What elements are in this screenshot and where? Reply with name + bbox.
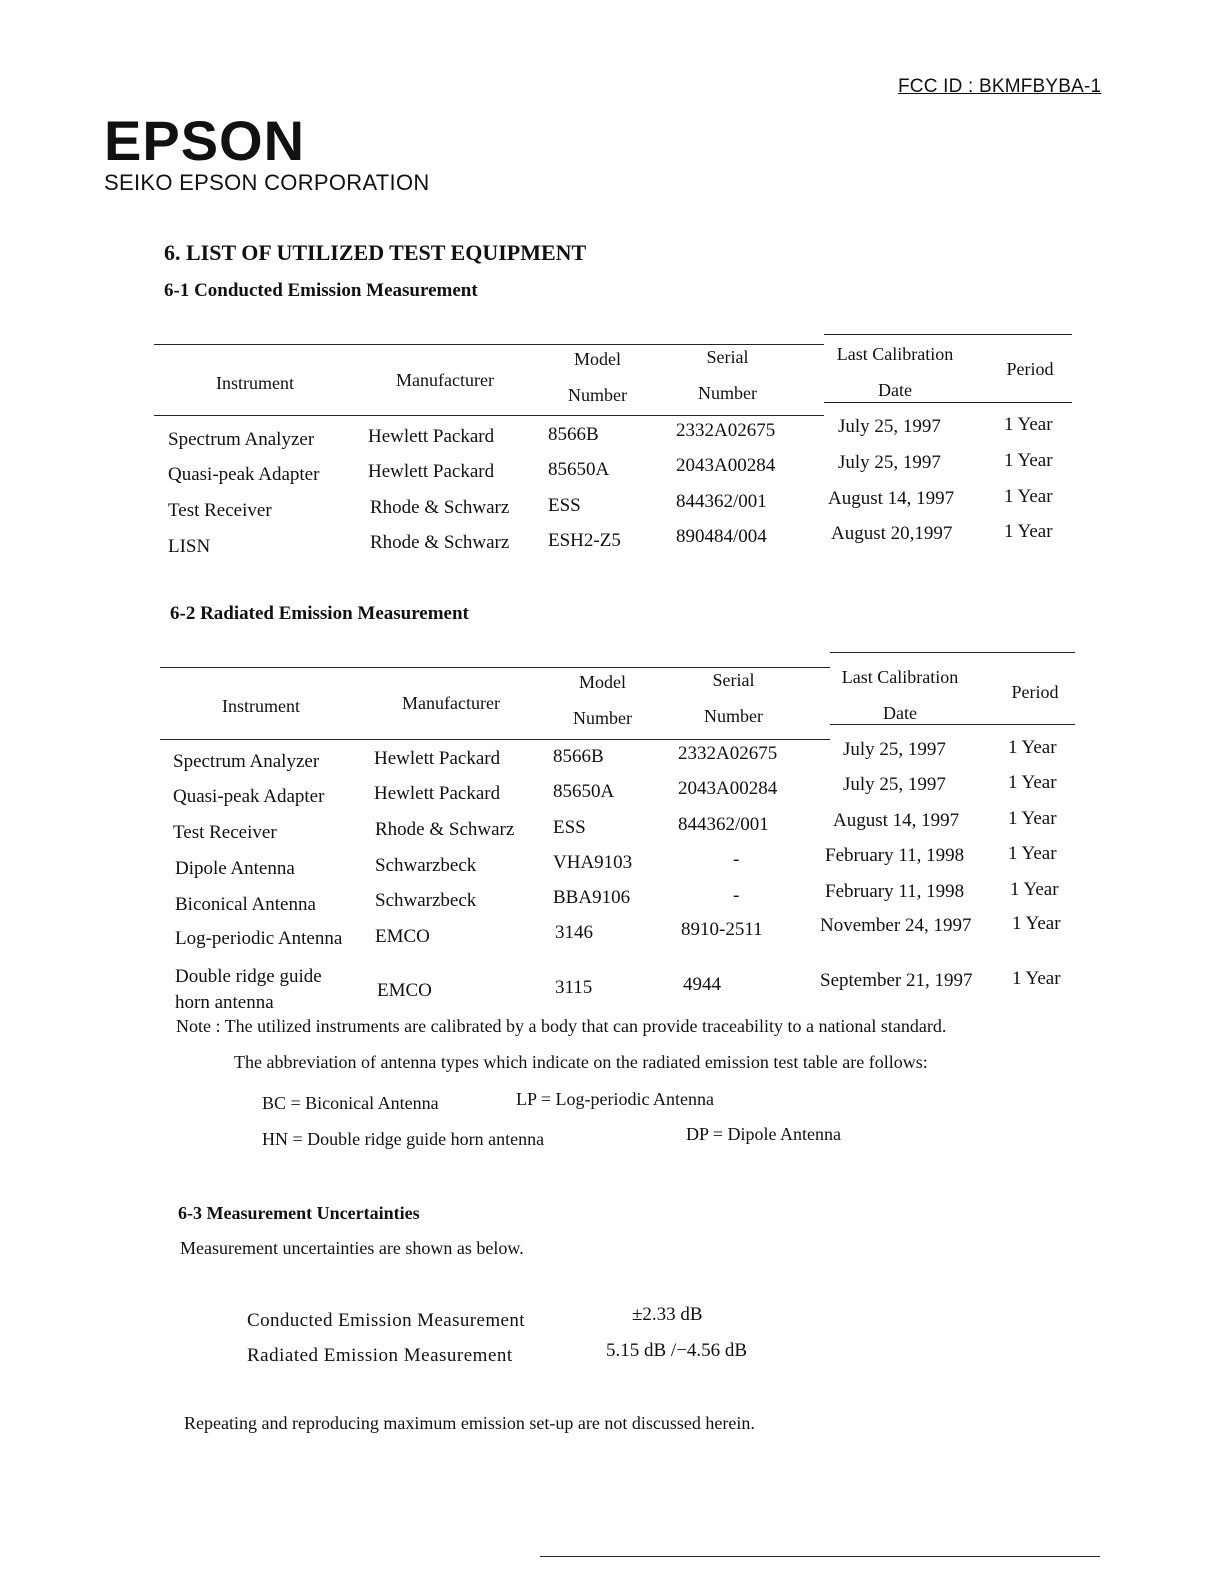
cell-date: July 25, 1997	[843, 739, 946, 760]
cell-model: 8566B	[553, 746, 604, 767]
cell-model: 3146	[555, 922, 593, 943]
abbrev-lp: LP = Log-periodic Antenna	[516, 1089, 714, 1109]
cell-model: 8566B	[548, 424, 599, 445]
cell-serial: 890484/004	[676, 526, 767, 547]
cell-serial: 4944	[683, 974, 721, 995]
cell-manufacturer: Rhode & Schwarz	[370, 532, 510, 553]
cell-manufacturer: Hewlett Packard	[368, 426, 495, 447]
table-header-rule	[824, 402, 1072, 403]
radiated-uncertainty-value: 5.15 dB /−4.56 dB	[606, 1340, 748, 1361]
cell-model: ESS	[553, 817, 586, 838]
cell-model: VHA9103	[553, 852, 633, 873]
col-header-serial: Number	[704, 706, 763, 726]
conducted-uncertainty-value: ±2.33 dB	[632, 1304, 703, 1325]
cell-manufacturer: Hewlett Packard	[368, 461, 495, 482]
col-header-calibration: Date	[878, 380, 912, 400]
abbrev-dp: DP = Dipole Antenna	[686, 1124, 841, 1144]
abbrev-bc: BC = Biconical Antenna	[262, 1093, 439, 1113]
col-header-model: Model	[574, 349, 621, 369]
table-header-rule	[830, 724, 1075, 725]
cell-date: November 24, 1997	[820, 915, 972, 936]
cell-instrument: Test Receiver	[168, 500, 272, 521]
cell-instrument: Spectrum Analyzer	[168, 429, 315, 450]
cell-period: 1 Year	[1004, 450, 1053, 471]
radiated-uncertainty-label: Radiated Emission Measurement	[247, 1345, 513, 1366]
cell-instrument: LISN	[168, 536, 211, 557]
col-header-model: Model	[579, 672, 626, 692]
cell-instrument: Double ridge guide	[175, 966, 322, 987]
cell-instrument: Test Receiver	[173, 822, 277, 843]
col-header-calibration: Last Calibration	[836, 344, 954, 364]
cell-instrument: Biconical Antenna	[175, 894, 316, 915]
col-header-instrument: Instrument	[216, 373, 294, 393]
cell-serial: 2043A00284	[676, 455, 776, 476]
cell-serial: 844362/001	[678, 814, 769, 835]
col-header-model: Number	[573, 708, 632, 728]
cell-period: 1 Year	[1004, 414, 1053, 435]
cell-serial: 844362/001	[676, 491, 767, 512]
cell-model: 85650A	[548, 459, 610, 480]
conducted-title: 6-1 Conducted Emission Measurement	[164, 280, 478, 301]
cell-manufacturer: Hewlett Packard	[374, 748, 501, 769]
cell-period: 1 Year	[1004, 521, 1053, 542]
cell-model: BBA9106	[553, 887, 631, 908]
cell-period: 1 Year	[1012, 968, 1061, 989]
cell-serial: -	[733, 885, 740, 906]
cell-model: ESS	[548, 495, 581, 516]
cell-date: September 21, 1997	[820, 970, 973, 991]
calibration-note: Note : The utilized instruments are calibrated by a body that can provide traceability to a national standard.	[176, 1016, 947, 1036]
cell-instrument: Quasi-peak Adapter	[173, 786, 325, 807]
col-header-instrument: Instrument	[222, 696, 300, 716]
cell-serial: 2043A00284	[678, 778, 778, 799]
cell-model: ESH2-Z5	[548, 530, 621, 551]
cell-serial: 2332A02675	[676, 420, 776, 441]
cell-instrument: horn antenna	[175, 992, 274, 1013]
cell-serial: 2332A02675	[678, 743, 778, 764]
uncertainties-title: 6-3 Measurement Uncertainties	[178, 1203, 420, 1223]
cell-period: 1 Year	[1008, 808, 1057, 829]
cell-period: 1 Year	[1012, 913, 1061, 934]
cell-serial: 8910-2511	[681, 919, 763, 940]
cell-manufacturer: Schwarzbeck	[375, 890, 477, 911]
cell-date: July 25, 1997	[843, 774, 946, 795]
bottom-rule	[540, 1556, 1100, 1557]
radiated-title: 6-2 Radiated Emission Measurement	[170, 603, 469, 624]
cell-manufacturer: Rhode & Schwarz	[375, 819, 515, 840]
fcc-id: FCC ID : BKMFBYBA-1	[898, 76, 1102, 97]
cell-manufacturer: EMCO	[375, 926, 430, 947]
col-header-calibration: Date	[883, 703, 917, 723]
cell-instrument: Quasi-peak Adapter	[168, 464, 320, 485]
cell-manufacturer: EMCO	[377, 980, 432, 1001]
cell-manufacturer: Rhode & Schwarz	[370, 497, 510, 518]
col-header-model: Number	[568, 385, 627, 405]
table-top-rule	[830, 652, 1075, 653]
cell-period: 1 Year	[1008, 772, 1057, 793]
epson-logo: EPSON	[104, 109, 306, 172]
cell-period: 1 Year	[1008, 737, 1057, 758]
col-header-period: Period	[1011, 682, 1059, 702]
cell-date: July 25, 1997	[838, 452, 941, 473]
col-header-serial: Serial	[712, 670, 755, 690]
col-header-period: Period	[1006, 359, 1054, 379]
cell-model: 85650A	[553, 781, 615, 802]
table-top-rule	[154, 344, 824, 345]
col-header-serial: Number	[698, 383, 757, 403]
cell-date: July 25, 1997	[838, 416, 941, 437]
cell-instrument: Log-periodic Antenna	[175, 928, 343, 949]
uncertainties-intro: Measurement uncertainties are shown as below.	[180, 1238, 524, 1258]
section-title: 6. LIST OF UTILIZED TEST EQUIPMENT	[164, 240, 587, 265]
cell-date: August 14, 1997	[828, 488, 955, 509]
col-header-manufacturer: Manufacturer	[396, 370, 494, 390]
cell-serial: -	[733, 849, 740, 870]
cell-instrument: Spectrum Analyzer	[173, 751, 320, 772]
table-header-rule	[154, 415, 824, 416]
cell-date: February 11, 1998	[825, 881, 965, 902]
table-header-rule	[160, 739, 830, 740]
table-top-rule	[160, 667, 830, 668]
col-header-manufacturer: Manufacturer	[402, 693, 500, 713]
cell-date: February 11, 1998	[825, 845, 965, 866]
cell-date: August 20,1997	[831, 523, 953, 544]
cell-period: 1 Year	[1010, 879, 1059, 900]
cell-model: 3115	[555, 977, 593, 998]
corporation-name: SEIKO EPSON CORPORATION	[104, 170, 430, 195]
cell-instrument: Dipole Antenna	[175, 858, 295, 879]
cell-manufacturer: Schwarzbeck	[375, 855, 477, 876]
col-header-serial: Serial	[706, 347, 749, 367]
cell-manufacturer: Hewlett Packard	[374, 783, 501, 804]
footer-note: Repeating and reproducing maximum emission set-up are not discussed herein.	[184, 1413, 755, 1433]
cell-period: 1 Year	[1008, 843, 1057, 864]
abbreviation-intro: The abbreviation of antenna types which indicate on the radiated emission test table are follows:	[234, 1052, 928, 1072]
conducted-uncertainty-label: Conducted Emission Measurement	[247, 1310, 525, 1331]
col-header-calibration: Last Calibration	[841, 667, 959, 687]
abbrev-hn: HN = Double ridge guide horn antenna	[262, 1129, 545, 1149]
cell-period: 1 Year	[1004, 486, 1053, 507]
cell-date: August 14, 1997	[833, 810, 960, 831]
table-top-rule	[824, 334, 1072, 335]
